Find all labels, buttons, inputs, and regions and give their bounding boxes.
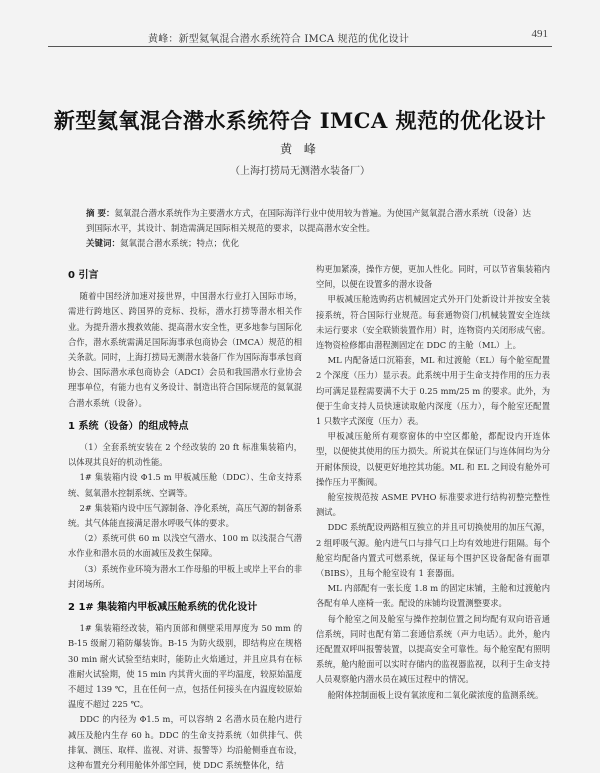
- abstract: [86, 207, 534, 237]
- body-paragraph: ML 内部配有一张长度 1.8 m 的固定床铺，主舱和过渡舱内各配有单人座椅一张。配设的床铺均设置测整要求。: [316, 583, 550, 609]
- body-paragraph: 每个舱室之间及舱室与操作控制位置之间均配有双向语音通信系统，同时也配有第二套通信系统（声力电话）。此外，舱内还配置双呼叫报警装置，以提高安全可靠性。每个舱室配有照明系统，舱内舱面可以实时存储内的监视器监视，以利于生命支持人员观察舱内潜水员在减压过程中的情况。: [316, 613, 550, 685]
- body-paragraph: 舱附体控制面板上设有氧浓度和二氧化碳浓度的监测系统。: [327, 689, 544, 700]
- right-column: [316, 262, 550, 703]
- body-paragraph: ML 内配备适口沉箱套，ML 和过渡舱（EL）每个舱室配置 2 个深度（压力）显示表。此系统中用于生命支持作用的压力表均可满足显程需要满不大于 0.25 mm/25 m 的要求。此外，为便于生命支持人员快速读取舱内深度（压力），每个舱室还配置 1 只数字式深度（压力）表。: [316, 355, 550, 427]
- keywords: [86, 237, 534, 249]
- keywords-text: 氦氧混合潜水系统；特点；优化: [120, 239, 240, 249]
- paper-title: 新型氦氧混合潜水系统符合 IMCA 规范的优化设计: [53, 108, 547, 133]
- body-paragraph: 构更加紧凑，操作方便，更加人性化。同时，可以节省集装箱内空间，以便在设置多的潜水设备: [316, 264, 550, 290]
- author: 黄 峰: [280, 142, 320, 156]
- body-paragraph: （1）全套系统安装在 2 个经改装的 20 ft 标准集装箱内，以体现其良好的机动性能。: [68, 442, 302, 468]
- section-heading: 0 引言: [68, 270, 99, 281]
- body-paragraph: （3）系统作业环境为潜水工作母船的甲板上或岸上平台的非封闭场所。: [68, 563, 302, 589]
- left-column: [68, 262, 302, 773]
- affiliation: （上海打捞局无测潜水装备厂）: [230, 166, 370, 177]
- body-paragraph: DDC 系统配设两路相互独立的并且可切换使用的加压气源，2 组呼吸气源。舱内进气口与排气口上均有效地进行阻隔。每个舱室均配备内置式可燃系统，保证每个围护区设备配备有面罩（BIBS），且每个舱室设有 1 套器面。: [316, 522, 550, 579]
- body-paragraph: 甲板减压舱所有观察窗体的中空区都舱，都配设内开连体型，以便使其使用的压力损失。所说其在保证门与连体间均为分开耐体预设，以便更好地控其功能。ML 和 EL 之间设有舱外可操作压力平衡阀。: [316, 431, 550, 487]
- body-paragraph: 2# 集装箱内设中压气源制备、净化系统，高压气源的制备系统。其气体能直接满足潜水呼吸气体的要求。: [68, 502, 302, 529]
- header-divider: [48, 46, 552, 47]
- abstract-text: 氦氧混合潜水系统作为主要潜水方式，在国际海洋行业中使用较为普遍。为使国产氦氧混合潜水系统（设备）达到国际水平，其设计、制造需满足国际相关规范的要求，以提高潜水安全性。: [86, 209, 531, 234]
- page-number: 491: [531, 28, 548, 40]
- body-paragraph: 1# 集装箱内设 Φ1.5 m 甲板减压舱（DDC）、生命支持系统、氦氧潜水控制系统、空调等。: [68, 472, 302, 498]
- body-paragraph: DDC 的内径为 Φ1.5 m，可以容纳 2 名潜水员在舱内进行减压及舱内生存 60 h。DDC 的生命支持系统（如供排气、供排氧、测压、取样、监视、对讲、报警等）均沿舱侧垂直布设，这种布置充分利用舱体外部空间，使 DDC 系统整体化，结: [68, 714, 302, 771]
- keywords-label: 关键词：: [86, 239, 121, 249]
- body-paragraph: 舱室按规范按 ASME PVHO 标准要求进行结构初整完整性测试。: [316, 492, 550, 518]
- abstract-label: 摘 要：: [86, 209, 115, 219]
- body-paragraph: （2）系统可供 60 m 以浅空气潜水、100 m 以浅混合气潜水作业和潜水员的水面减压及救生保障。: [68, 533, 302, 559]
- running-title: 黄峰：新型氦氧混合潜水系统符合 IMCA 规范的优化设计: [148, 34, 410, 45]
- section-heading: 2 1# 集装箱内甲板减压舱系统的优化设计: [68, 602, 258, 614]
- body-paragraph: 甲板减压舱选购药店机械固定式外开门处新设计并按安全装接系统，符合国际行业规范。每套通物资门/机械装置安全连续未运行要求（安全联锁装置作用）时，连物资内关闭形成气密。连物资检修都由潜程测固定在 DDC 的主舱（ML）上。: [316, 294, 550, 351]
- body-paragraph: 随着中国经济加速对接世界，中国潜水行业打入国际市场，需进行跨地区、跨国界的竞标、投标，潜水打捞等潜水相关作业。为提升潜水搜救效能、提高潜水安全性，更多地参与国际化合作，潜水系统需满足国际海事承包商协会（IMCA）规范的相关条款。同时，上海打捞局无测潜水装备厂作为国际海事承包商协会、国际潜水承包商协会（ADCI）会员和我国潜水行业协会理事单位，有能力也有义务设计、制造出符合国际规范的氦氧混合潜水系统（设备）。: [68, 291, 302, 408]
- body-paragraph: 1# 集装箱经改装，箱内顶部和侧壁采用厚度为 50 mm 的 B-15 级耐刀箱防爆装饰。B-15 为防火级别，即结构应在规格 30 min 耐火试验至结束时，能防止火焰通过，并且应具有在标准耐火试验期，使 15 min 内其背火面的平均温度，较原始温度不超过 139 ℃，且在任何一点，包括任何接头在内温度较原始温度不超过 225 ℃。: [68, 623, 302, 710]
- section-heading: 1 系统（设备）的组成特点: [68, 420, 189, 432]
